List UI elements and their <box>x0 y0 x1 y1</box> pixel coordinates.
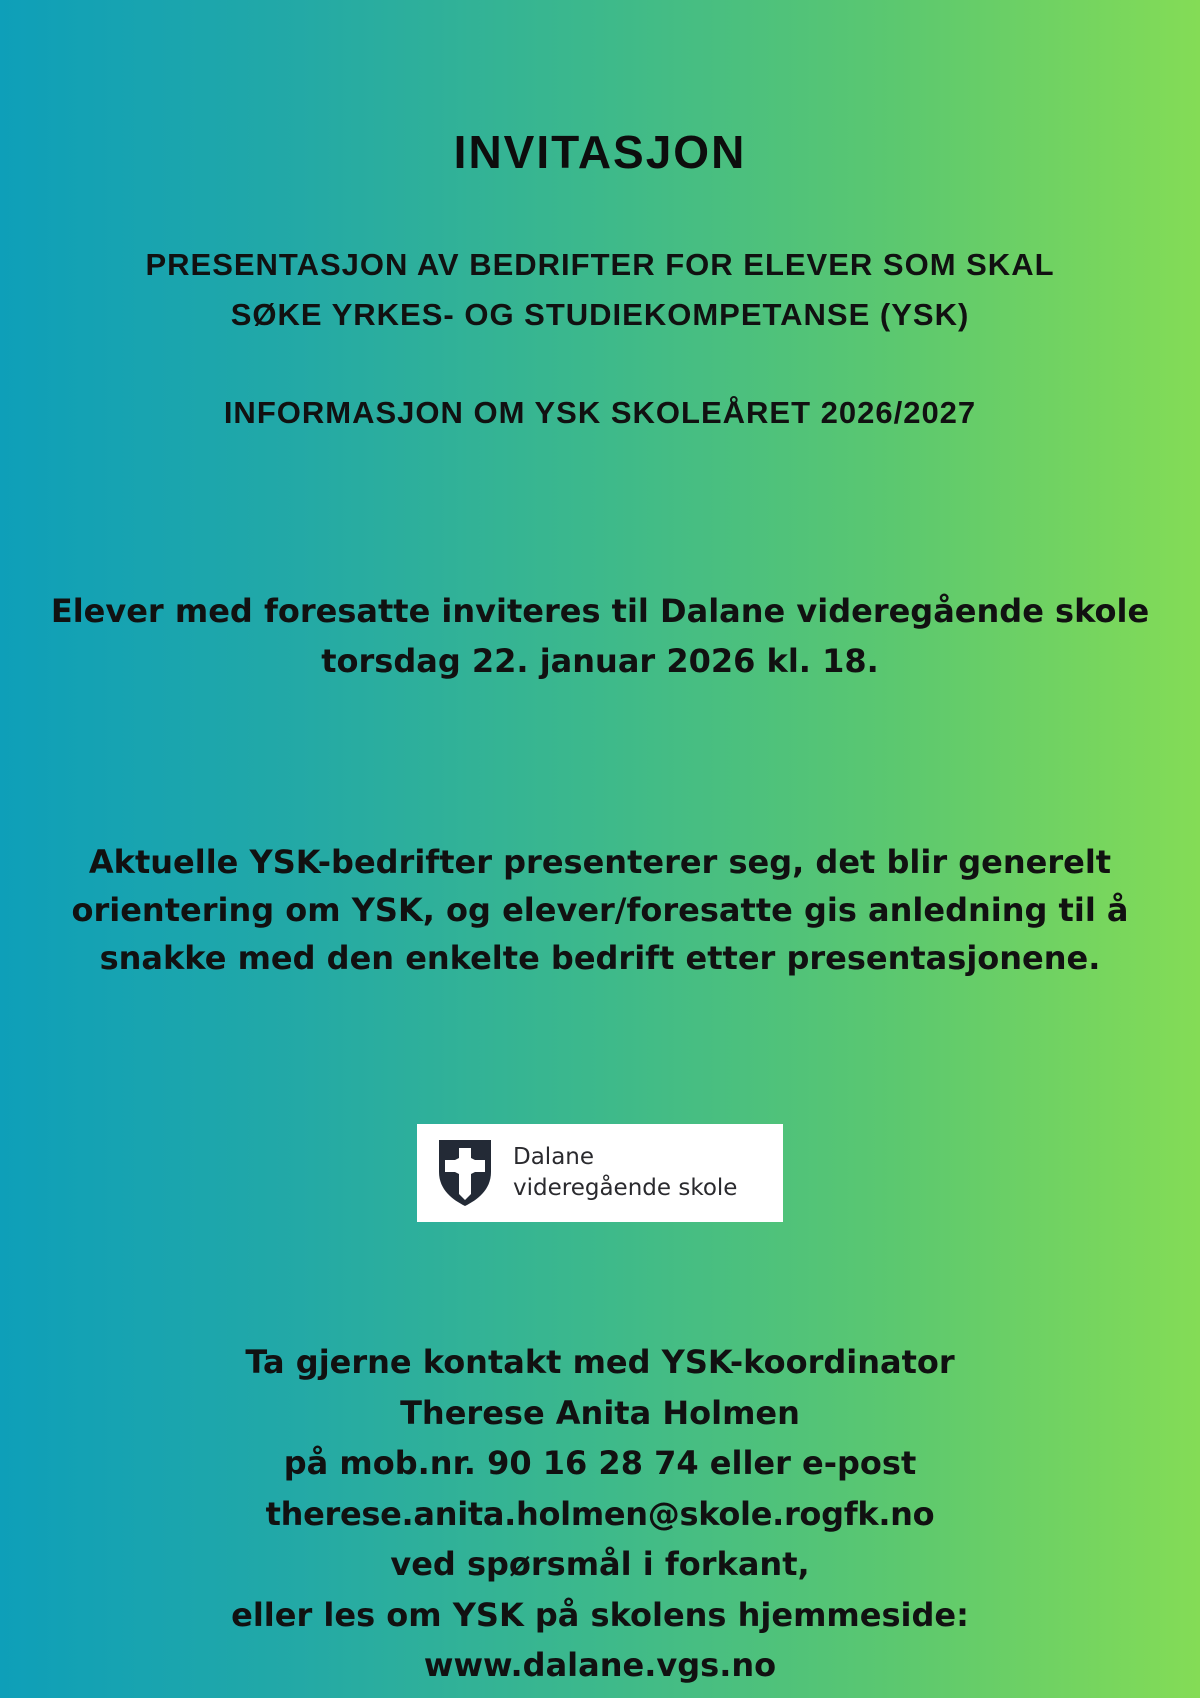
contact-email[interactable]: therese.anita.holmen@skole.rogfk.no <box>265 1494 935 1533</box>
invitation-line: Elever med foresatte inviteres til Dalane videregående skole <box>50 592 1150 630</box>
poster-title: INVITASJON <box>453 126 747 178</box>
event-description <box>0 838 1200 982</box>
contact-phone: på mob.nr. 90 16 28 74 eller e-post <box>283 1444 917 1482</box>
logo-line-1: Dalane <box>513 1144 595 1170</box>
school-logo <box>417 1124 783 1222</box>
logo-line-2: videregående skole <box>513 1175 738 1201</box>
website-link[interactable]: www.dalane.vgs.no <box>423 1646 777 1684</box>
website-intro: eller les om YSK på skolens hjemmeside: <box>231 1595 969 1634</box>
invitation-date-line: torsdag 22. januar 2026 kl. 18. <box>321 642 879 680</box>
subtitle-line: PRESENTASJON AV BEDRIFTER FOR ELEVER SOM SKAL <box>145 247 1055 282</box>
logo-wordmark <box>513 1142 737 1204</box>
invitation-text <box>0 586 1200 686</box>
description-line: orientering om YSK, og elever/foresatte gis anledning til å <box>71 891 1129 929</box>
contact-info <box>0 1337 1200 1691</box>
shield-cross-icon <box>437 1138 493 1208</box>
event-subtitle <box>0 240 1200 340</box>
contact-intro: Ta gjerne kontakt med YSK-koordinator <box>245 1343 955 1381</box>
subtitle-line: SØKE YRKES- OG STUDIEKOMPETANSE (YSK) <box>230 297 970 332</box>
description-line: Aktuelle YSK-bedrifter presenterer seg, det blir generelt <box>88 843 1112 881</box>
description-line: snakke med den enkelte bedrift etter presentasjonene. <box>99 939 1101 977</box>
contact-questions: ved spørsmål i forkant, <box>390 1545 810 1583</box>
contact-name: Therese Anita Holmen <box>400 1393 800 1432</box>
school-year-info: INFORMASJON OM YSK SKOLEÅRET 2026/2027 <box>223 395 977 430</box>
